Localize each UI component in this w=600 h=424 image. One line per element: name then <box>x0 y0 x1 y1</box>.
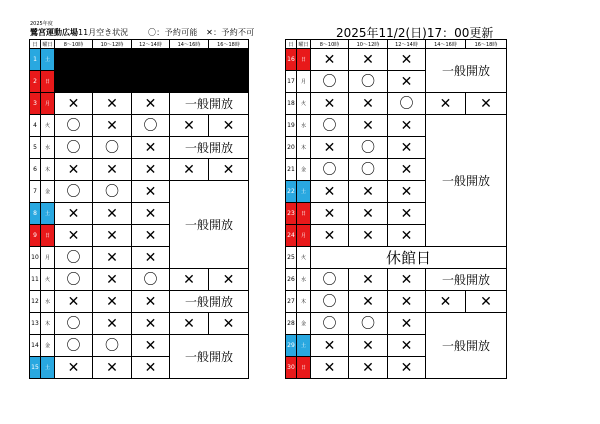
slot-status: ✕ <box>132 291 170 313</box>
slot-status: 〇 <box>349 313 388 335</box>
schedule-table-right <box>285 39 507 379</box>
slot-status: ✕ <box>388 357 426 379</box>
weekday: 日 <box>41 71 55 93</box>
slot-status: ✕ <box>209 115 249 137</box>
schedule-table-left <box>29 39 249 379</box>
day-number: 18 <box>286 93 297 115</box>
slot-status: ✕ <box>132 357 170 379</box>
slot-status: ✕ <box>388 137 426 159</box>
slot-status: ✕ <box>426 93 466 115</box>
general-open-cell: 一般開放 <box>170 137 249 159</box>
table-row <box>30 93 249 115</box>
slot-status: ✕ <box>349 203 388 225</box>
col-slot-8-10: 8～10時 <box>311 40 349 49</box>
weekday: 土 <box>297 335 311 357</box>
day-number: 23 <box>286 203 297 225</box>
slot-status: 〇 <box>55 137 93 159</box>
slot-status: ✕ <box>170 115 209 137</box>
weekday: 土 <box>41 49 55 71</box>
table-row <box>286 49 507 71</box>
slot-status: ✕ <box>388 335 426 357</box>
weekday: 金 <box>41 181 55 203</box>
slot-status: ✕ <box>388 203 426 225</box>
slot-status: 〇 <box>55 269 93 291</box>
slot-status: 〇 <box>55 181 93 203</box>
weekday: 水 <box>297 269 311 291</box>
slot-status: ✕ <box>426 291 466 313</box>
table-row <box>286 115 507 137</box>
slot-status: ✕ <box>55 225 93 247</box>
updated-timestamp: 2025年11/2(日)17：00更新 <box>336 26 494 40</box>
slot-status: 〇 <box>93 181 132 203</box>
slot-status: ✕ <box>93 247 132 269</box>
weekday: 火 <box>41 269 55 291</box>
table-row <box>30 335 249 357</box>
slot-status: 〇 <box>349 159 388 181</box>
slot-status: ✕ <box>209 269 249 291</box>
col-slot-10-12: 10～12時 <box>349 40 388 49</box>
header-row <box>286 40 507 49</box>
slot-status: 〇 <box>93 137 132 159</box>
day-number: 13 <box>30 313 41 335</box>
slot-status: ✕ <box>93 291 132 313</box>
slot-status: 〇 <box>311 269 349 291</box>
slot-status: ✕ <box>311 181 349 203</box>
weekday: 火 <box>297 247 311 269</box>
slot-status: ✕ <box>388 115 426 137</box>
table-row <box>30 159 249 181</box>
slot-status: ✕ <box>388 159 426 181</box>
day-number: 4 <box>30 115 41 137</box>
slot-status: ✕ <box>132 313 170 335</box>
table-row <box>286 93 507 115</box>
slot-status: 〇 <box>93 335 132 357</box>
table-row <box>30 137 249 159</box>
slot-status: 〇 <box>311 115 349 137</box>
facility-name: 鷺宮運動広場 <box>30 28 78 37</box>
day-number: 22 <box>286 181 297 203</box>
table-row <box>286 269 507 291</box>
slot-status: ✕ <box>388 49 426 71</box>
weekday: 月 <box>297 71 311 93</box>
slot-status: 〇 <box>132 115 170 137</box>
slot-status: ✕ <box>93 203 132 225</box>
day-number: 24 <box>286 225 297 247</box>
col-slot-16-18: 16～18時 <box>209 40 249 49</box>
slot-status: ✕ <box>132 93 170 115</box>
slot-status: 〇 <box>55 335 93 357</box>
slot-status: ✕ <box>349 335 388 357</box>
weekday: 土 <box>41 203 55 225</box>
table-row <box>286 247 507 269</box>
slot-status: ✕ <box>388 291 426 313</box>
slot-status: ✕ <box>55 203 93 225</box>
unavailable-block <box>55 71 249 93</box>
slot-status: ✕ <box>388 269 426 291</box>
day-number: 3 <box>30 93 41 115</box>
col-slot-16-18: 16～18時 <box>466 40 507 49</box>
day-number: 11 <box>30 269 41 291</box>
table-row <box>30 291 249 313</box>
table-row <box>30 71 249 93</box>
day-number: 16 <box>286 49 297 71</box>
slot-status: ✕ <box>311 93 349 115</box>
slot-status: ✕ <box>132 203 170 225</box>
slot-status: ✕ <box>55 291 93 313</box>
slot-status: ✕ <box>170 159 209 181</box>
weekday: 月 <box>41 247 55 269</box>
day-number: 25 <box>286 247 297 269</box>
weekday: 水 <box>297 115 311 137</box>
table-row <box>286 313 507 335</box>
day-number: 9 <box>30 225 41 247</box>
table-row <box>30 269 249 291</box>
slot-status: ✕ <box>132 225 170 247</box>
table-row <box>30 49 249 71</box>
slot-status: ✕ <box>466 291 507 313</box>
col-day: 日 <box>30 40 41 49</box>
col-slot-8-10: 8～10時 <box>55 40 93 49</box>
weekday: 日 <box>41 225 55 247</box>
slot-status: 〇 <box>55 115 93 137</box>
slot-status: ✕ <box>93 115 132 137</box>
slot-status: ✕ <box>349 115 388 137</box>
slot-status: ✕ <box>349 181 388 203</box>
slot-status: ✕ <box>93 93 132 115</box>
col-slot-14-16: 14～16時 <box>426 40 466 49</box>
day-number: 8 <box>30 203 41 225</box>
slot-status: ✕ <box>132 137 170 159</box>
slot-status: ✕ <box>132 335 170 357</box>
day-number: 7 <box>30 181 41 203</box>
fiscal-year-label: 2025年度 <box>30 21 53 27</box>
slot-status: ✕ <box>209 313 249 335</box>
general-open-cell: 一般開放 <box>170 335 249 379</box>
weekday: 水 <box>41 291 55 313</box>
weekday: 土 <box>297 181 311 203</box>
slot-status: 〇 <box>388 93 426 115</box>
slot-status: 〇 <box>311 313 349 335</box>
slot-status: ✕ <box>55 357 93 379</box>
weekday: 金 <box>297 313 311 335</box>
col-slot-12-14: 12～14時 <box>388 40 426 49</box>
header-row <box>30 40 249 49</box>
weekday: 火 <box>41 115 55 137</box>
table-row <box>286 291 507 313</box>
day-number: 20 <box>286 137 297 159</box>
day-number: 28 <box>286 313 297 335</box>
weekday: 木 <box>41 313 55 335</box>
table-row <box>30 181 249 203</box>
slot-status: ✕ <box>170 313 209 335</box>
slot-status: 〇 <box>132 269 170 291</box>
slot-status: ✕ <box>55 93 93 115</box>
weekday: 月 <box>297 225 311 247</box>
slot-status: ✕ <box>311 335 349 357</box>
slot-status: ✕ <box>311 137 349 159</box>
slot-status: ✕ <box>388 313 426 335</box>
col-slot-10-12: 10～12時 <box>93 40 132 49</box>
weekday: 火 <box>297 93 311 115</box>
slot-status: 〇 <box>311 291 349 313</box>
table-row <box>30 313 249 335</box>
slot-status: ✕ <box>466 93 507 115</box>
slot-status: ✕ <box>93 225 132 247</box>
slot-status: ✕ <box>388 71 426 93</box>
slot-status: ✕ <box>132 159 170 181</box>
day-number: 14 <box>30 335 41 357</box>
legend: 〇：予約可能 ✕：予約不可 <box>148 28 255 37</box>
slot-status: ✕ <box>93 313 132 335</box>
day-number: 19 <box>286 115 297 137</box>
slot-status: ✕ <box>388 225 426 247</box>
weekday: 木 <box>297 291 311 313</box>
slot-status: ✕ <box>349 291 388 313</box>
month-status-title: 11月空き状況 <box>78 28 129 37</box>
general-open-cell: 一般開放 <box>426 115 507 247</box>
slot-status: 〇 <box>311 71 349 93</box>
weekday: 土 <box>41 357 55 379</box>
slot-status: 〇 <box>349 137 388 159</box>
day-number: 30 <box>286 357 297 379</box>
slot-status: ✕ <box>93 269 132 291</box>
day-number: 21 <box>286 159 297 181</box>
slot-status: ✕ <box>349 269 388 291</box>
col-day: 日 <box>286 40 297 49</box>
day-number: 2 <box>30 71 41 93</box>
weekday: 日 <box>297 49 311 71</box>
general-open-cell: 一般開放 <box>170 291 249 313</box>
weekday: 日 <box>297 357 311 379</box>
weekday: 木 <box>41 159 55 181</box>
slot-status: ✕ <box>388 181 426 203</box>
day-number: 12 <box>30 291 41 313</box>
slot-status: ✕ <box>311 225 349 247</box>
weekday: 金 <box>41 335 55 357</box>
day-number: 1 <box>30 49 41 71</box>
general-open-cell: 一般開放 <box>170 93 249 115</box>
slot-status: ✕ <box>209 159 249 181</box>
slot-status: ✕ <box>311 203 349 225</box>
day-number: 17 <box>286 71 297 93</box>
slot-status: 〇 <box>311 159 349 181</box>
general-open-cell: 一般開放 <box>170 181 249 269</box>
day-number: 26 <box>286 269 297 291</box>
general-open-cell: 一般開放 <box>426 313 507 379</box>
slot-status: ✕ <box>132 181 170 203</box>
day-number: 27 <box>286 291 297 313</box>
table-row <box>30 115 249 137</box>
closed-day-cell: 休館日 <box>311 247 507 269</box>
day-number: 6 <box>30 159 41 181</box>
day-number: 15 <box>30 357 41 379</box>
slot-status: ✕ <box>311 49 349 71</box>
slot-status: ✕ <box>93 357 132 379</box>
slot-status: ✕ <box>349 225 388 247</box>
day-number: 5 <box>30 137 41 159</box>
slot-status: ✕ <box>349 93 388 115</box>
weekday: 日 <box>297 203 311 225</box>
slot-status: 〇 <box>55 247 93 269</box>
weekday: 金 <box>297 159 311 181</box>
day-number: 29 <box>286 335 297 357</box>
col-slot-14-16: 14～16時 <box>170 40 209 49</box>
slot-status: ✕ <box>170 269 209 291</box>
slot-status: 〇 <box>55 313 93 335</box>
slot-status: ✕ <box>311 357 349 379</box>
slot-status: ✕ <box>93 159 132 181</box>
weekday: 月 <box>41 93 55 115</box>
slot-status: ✕ <box>349 49 388 71</box>
slot-status: 〇 <box>349 71 388 93</box>
general-open-cell: 一般開放 <box>426 269 507 291</box>
col-weekday: 曜日 <box>298 41 309 48</box>
unavailable-block <box>55 49 249 71</box>
slot-status: ✕ <box>349 357 388 379</box>
col-weekday: 曜日 <box>42 41 53 48</box>
day-number: 10 <box>30 247 41 269</box>
col-slot-12-14: 12～14時 <box>132 40 170 49</box>
weekday: 木 <box>297 137 311 159</box>
slot-status: ✕ <box>132 247 170 269</box>
weekday: 水 <box>41 137 55 159</box>
general-open-cell: 一般開放 <box>426 49 507 93</box>
slot-status: ✕ <box>55 159 93 181</box>
